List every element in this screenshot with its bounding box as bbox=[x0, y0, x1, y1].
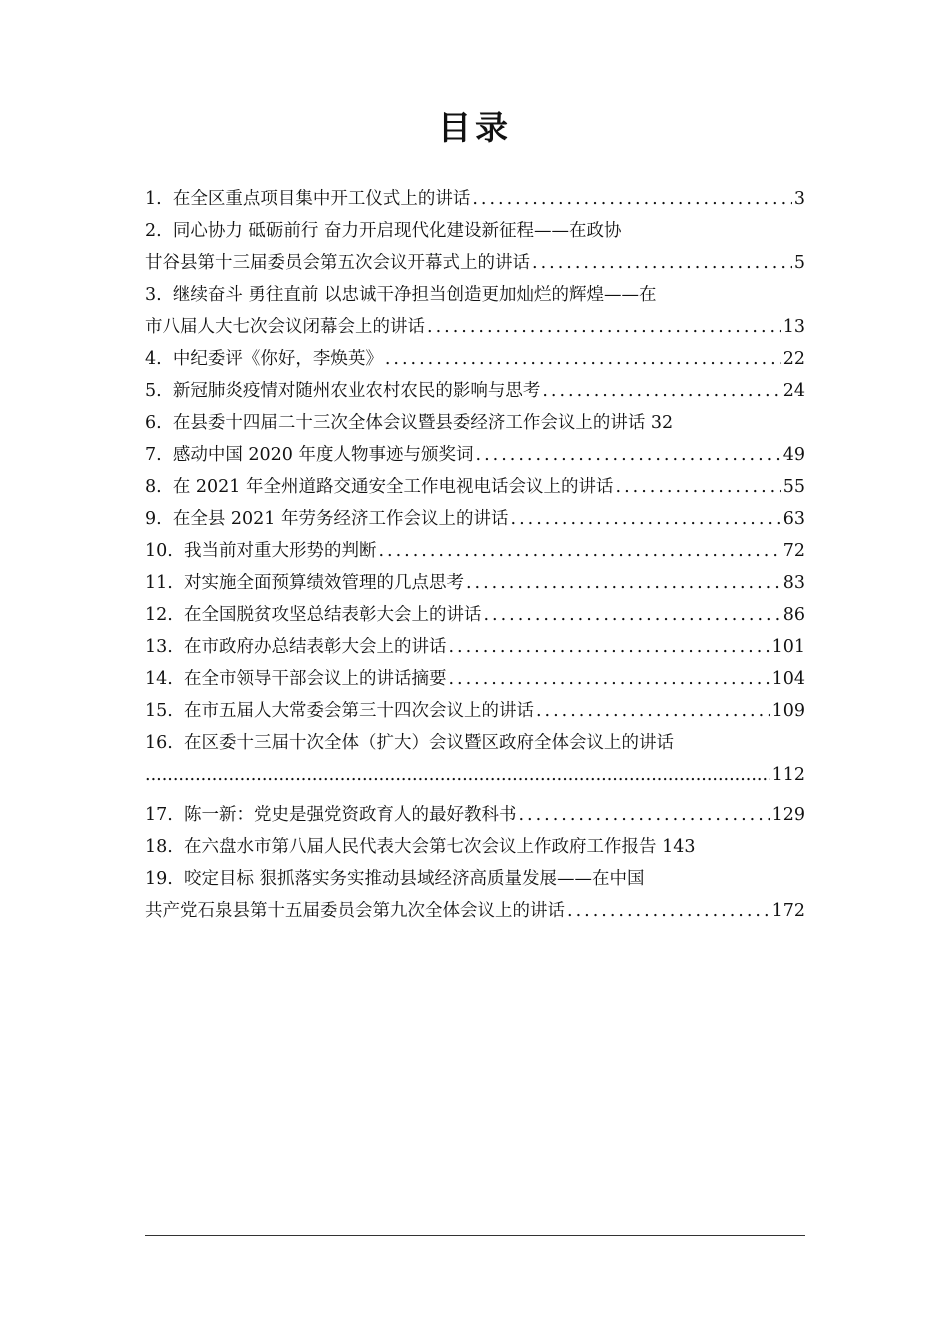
toc-entry-number: 10. bbox=[145, 541, 173, 561]
toc-entry-page: 83 bbox=[782, 573, 805, 593]
leader-dots bbox=[448, 631, 769, 663]
toc-entry-page: 5 bbox=[793, 253, 805, 273]
toc-entry-page: 101 bbox=[771, 637, 805, 657]
toc-entry[interactable] bbox=[145, 407, 805, 439]
toc-entry-page: 86 bbox=[782, 605, 805, 625]
toc-entry-title-continued: 甘谷县第十三届委员会第五次会议开幕式上的讲话 bbox=[145, 253, 530, 273]
toc-entry-page: 3 bbox=[793, 189, 805, 209]
toc-entry-title: 在县委十四届二十三次全体会议暨县委经济工作会议上的讲话 bbox=[172, 413, 646, 433]
toc-entry-title: 感动中国 2020 年度人物事迹与颁奖词 bbox=[172, 445, 474, 465]
toc-entry-number: 14. bbox=[145, 669, 173, 689]
leader-dots bbox=[476, 439, 781, 471]
toc-entry[interactable] bbox=[145, 599, 805, 631]
toc-entry-title: 在全区重点项目集中开工仪式上的讲话 bbox=[172, 189, 471, 209]
toc-entry-title: 新冠肺炎疫情对随州农业农村农民的影响与思考 bbox=[172, 381, 541, 401]
toc-entry-number: 5. bbox=[145, 381, 162, 401]
table-of-contents bbox=[145, 183, 805, 927]
toc-entry-number: 15. bbox=[145, 701, 173, 721]
toc-entry-page: 13 bbox=[782, 317, 805, 337]
toc-entry-number: 3. bbox=[145, 285, 162, 305]
leader-dots bbox=[536, 695, 770, 727]
toc-entry-continuation[interactable] bbox=[145, 311, 805, 343]
leader-dots bbox=[385, 343, 781, 375]
toc-entry[interactable] bbox=[145, 183, 805, 215]
toc-entry[interactable] bbox=[145, 439, 805, 471]
toc-entry-number: 4. bbox=[145, 349, 162, 369]
toc-entry-title: 我当前对重大形势的判断 bbox=[183, 541, 377, 561]
leader-dots bbox=[567, 895, 770, 927]
toc-entry-number: 9. bbox=[145, 509, 162, 529]
toc-entry-title: 中纪委评《你好，李焕英》 bbox=[172, 349, 383, 369]
toc-entry-page: 129 bbox=[771, 805, 805, 825]
toc-entry-number: 6. bbox=[145, 413, 162, 433]
leader-dots bbox=[145, 759, 770, 791]
toc-entry-page: 22 bbox=[782, 349, 805, 369]
leader-dots bbox=[616, 471, 781, 503]
footer-divider bbox=[145, 1235, 805, 1236]
toc-entry-continuation[interactable] bbox=[145, 895, 805, 927]
toc-entry-number: 19. bbox=[145, 869, 173, 889]
toc-entry[interactable] bbox=[145, 471, 805, 503]
toc-entry-title: 在 2021 年全州道路交通安全工作电视电话会议上的讲话 bbox=[172, 477, 614, 497]
leader-dots bbox=[378, 535, 780, 567]
toc-entry[interactable] bbox=[145, 863, 805, 895]
toc-entry[interactable] bbox=[145, 375, 805, 407]
toc-entry-title: 在全市领导干部会议上的讲话摘要 bbox=[183, 669, 447, 689]
toc-entry-continuation[interactable] bbox=[145, 759, 805, 791]
toc-entry[interactable] bbox=[145, 535, 805, 567]
toc-entry-number: 7. bbox=[145, 445, 162, 465]
toc-entry-page: 55 bbox=[782, 477, 805, 497]
toc-entry-page: 63 bbox=[782, 509, 805, 529]
toc-entry-page: 109 bbox=[771, 701, 805, 721]
toc-entry-page: 32 bbox=[650, 413, 674, 433]
leader-dots bbox=[472, 183, 792, 215]
toc-entry[interactable] bbox=[145, 831, 805, 863]
toc-entry-title: 同心协力 砥砺前行 奋力开启现代化建设新征程——在政协 bbox=[172, 221, 622, 241]
toc-entry[interactable] bbox=[145, 695, 805, 727]
toc-entry-page: 24 bbox=[782, 381, 805, 401]
toc-entry-title: 继续奋斗 勇往直前 以忠诚干净担当创造更加灿烂的辉煌——在 bbox=[172, 285, 657, 305]
toc-entry-title: 在六盘水市第八届人民代表大会第七次会议上作政府工作报告 bbox=[183, 837, 657, 857]
leader-dots bbox=[532, 247, 792, 279]
toc-entry[interactable] bbox=[145, 343, 805, 375]
leader-dots bbox=[511, 503, 781, 535]
toc-entry[interactable] bbox=[145, 727, 805, 759]
toc-entry-page: 49 bbox=[782, 445, 805, 465]
toc-entry-title: 在全国脱贫攻坚总结表彰大会上的讲话 bbox=[183, 605, 482, 625]
toc-entry[interactable] bbox=[145, 567, 805, 599]
toc-entry-page: 104 bbox=[771, 669, 805, 689]
toc-entry[interactable] bbox=[145, 503, 805, 535]
toc-entry-number: 18. bbox=[145, 837, 173, 857]
toc-entry-continuation[interactable] bbox=[145, 247, 805, 279]
leader-dots bbox=[427, 311, 781, 343]
toc-entry[interactable] bbox=[145, 663, 805, 695]
toc-entry-title: 在区委十三届十次全体（扩大）会议暨区政府全体会议上的讲话 bbox=[183, 733, 674, 753]
toc-entry-page: 143 bbox=[662, 837, 696, 857]
toc-entry-number: 13. bbox=[145, 637, 173, 657]
toc-entry-title-continued: 市八届人大七次会议闭幕会上的讲话 bbox=[145, 317, 425, 337]
page-title: 目录 bbox=[438, 108, 512, 147]
toc-entry-page: 172 bbox=[771, 901, 805, 921]
toc-entry-title: 对实施全面预算绩效管理的几点思考 bbox=[183, 573, 464, 593]
toc-entry-number: 1. bbox=[145, 189, 162, 209]
toc-entry[interactable] bbox=[145, 215, 805, 247]
toc-entry-number: 12. bbox=[145, 605, 173, 625]
toc-entry[interactable] bbox=[145, 279, 805, 311]
leader-dots bbox=[448, 663, 769, 695]
toc-entry[interactable] bbox=[145, 799, 805, 831]
leader-dots bbox=[483, 599, 780, 631]
toc-entry-page: 72 bbox=[782, 541, 805, 561]
toc-entry-number: 16. bbox=[145, 733, 173, 753]
toc-entry-title: 陈一新：党史是强党资政育人的最好教科书 bbox=[183, 805, 517, 825]
toc-entry-title: 咬定目标 狠抓落实务实推动县域经济高质量发展——在中国 bbox=[183, 869, 645, 889]
leader-dots bbox=[518, 799, 769, 831]
toc-entry-title-continued: 共产党石泉县第十五届委员会第九次全体会议上的讲话 bbox=[145, 901, 565, 921]
toc-entry-number: 2. bbox=[145, 221, 162, 241]
toc-entry-title: 在市政府办总结表彰大会上的讲话 bbox=[183, 637, 447, 657]
toc-entry[interactable] bbox=[145, 631, 805, 663]
leader-dots bbox=[542, 375, 780, 407]
toc-entry-page: 112 bbox=[771, 765, 805, 785]
toc-entry-title: 在全县 2021 年劳务经济工作会议上的讲话 bbox=[172, 509, 509, 529]
toc-entry-number: 11. bbox=[145, 573, 173, 593]
toc-entry-title: 在市五届人大常委会第三十四次会议上的讲话 bbox=[183, 701, 534, 721]
leader-dots bbox=[466, 567, 781, 599]
toc-entry-number: 8. bbox=[145, 477, 162, 497]
toc-entry-number: 17. bbox=[145, 805, 173, 825]
